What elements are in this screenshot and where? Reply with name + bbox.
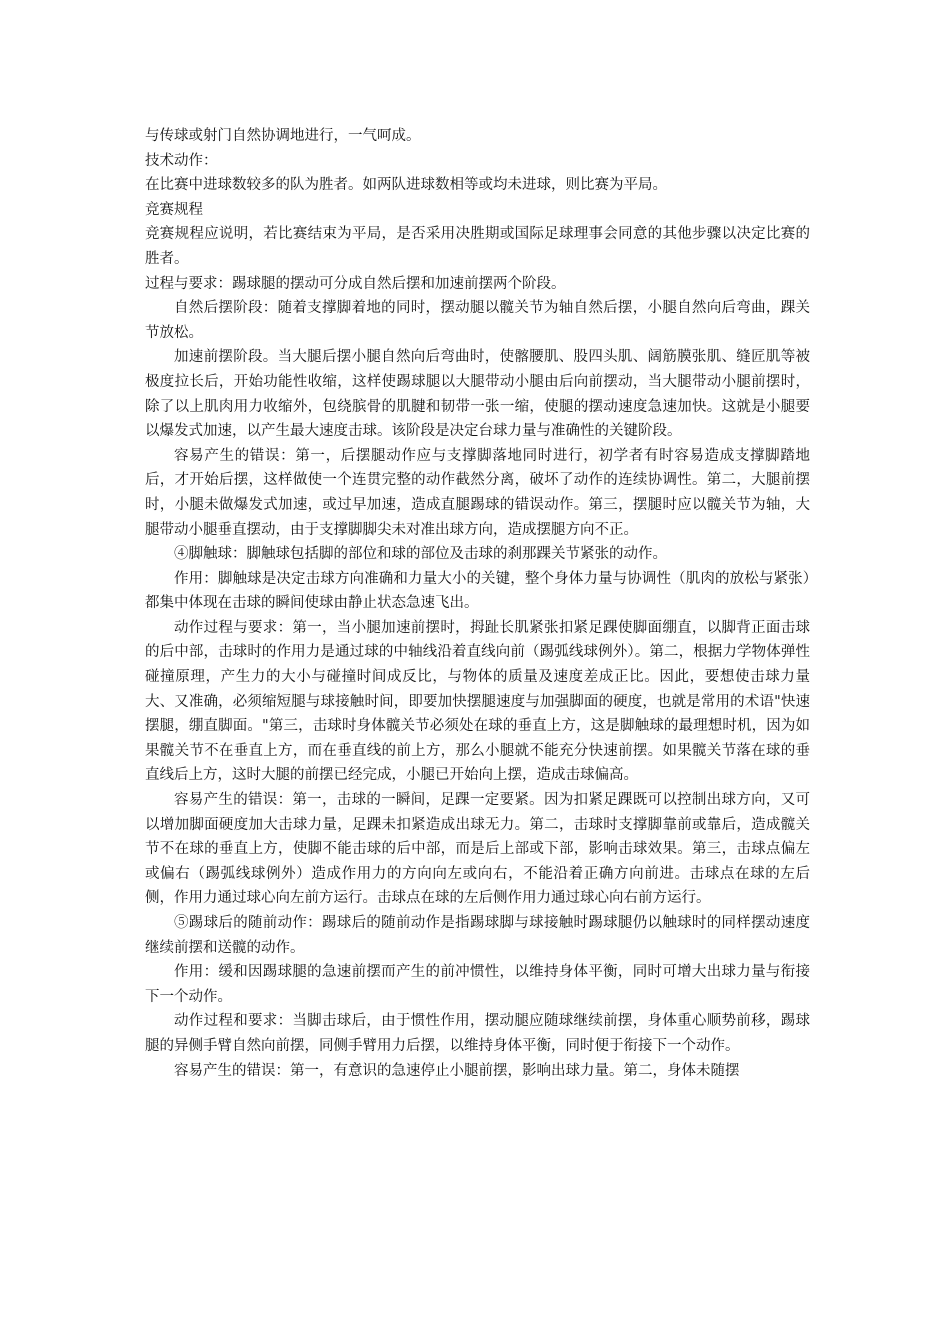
paragraph: 加速前摆阶段。当大腿后摆小腿自然向后弯曲时，使髂腰肌、股四头肌、阔筋膜张肌、缝匠肌等被极度拉长后，开始功能性收缩，这样使踢球腿以大腿带动小腿由后向前摆动，当大腿带动小腿前摆时，除了以上肌肉用力收缩外，包绕膑骨的肌腱和韧带一张一缩，使腿的摆动速度急速加快。这就是小腿要以爆发式加速，以产生最大速度击球。该阶段是决定台球力量与准确性的关键阶段。 [145,349,810,440]
section-heading: 竞赛规程 [145,201,203,218]
paragraph: ④脚触球：脚触球包括脚的部位和球的部位及击球的刹那踝关节紧张的动作。 [174,546,667,563]
paragraph: 动作过程和要求：当脚击球后，由于惯性作用，摆动腿应随球继续前摆，身体重心顺势前移，踢球腿的异侧手臂自然向前摆，同侧手臂用力后摆，以维持身体平衡，同时便于衔接下一个动作。 [145,1013,810,1054]
document-page [145,124,810,1083]
paragraph: 过程与要求：踢球腿的摆动可分成自然后摆和加速前摆两个阶段。 [145,275,566,292]
paragraph: ⑤踢球后的随前动作：踢球后的随前动作是指踢球脚与球接触时踢球腿仍以触球时的同样摆动速度继续前摆和送髋的动作。 [145,915,810,956]
paragraph: 在比赛中进球数较多的队为胜者。如两队进球数相等或均未进球，则比赛为平局。 [145,177,667,194]
paragraph: 竞赛规程应说明，若比赛结束为平局，是否采用决胜期或国际足球理事会同意的其他步骤以决定比赛的胜者。 [145,226,810,267]
paragraph: 作用：缓和因踢球腿的急速前摆而产生的前冲惯性，以维持身体平衡，同时可增大出球力量与衔接下一个动作。 [145,964,810,1005]
paragraph: 容易产生的错误：第一，后摆腿动作应与支撑脚落地同时进行，初学者有时容易造成支撑脚踏地后，才开始后摆，这样做使一个连贯完整的动作截然分离，破坏了动作的连续协调性。第二，大腿前摆时，小腿未做爆发式加速，或过早加速，造成直腿踢球的错误动作。第三，摆腿时应以髋关节为轴，大腿带动小腿垂直摆动，由于支撑脚脚尖未对准出球方向，造成摆腿方向不正。 [145,447,810,538]
paragraph: 与传球或射门自然协调地进行，一气呵成。 [145,128,421,144]
paragraph: 容易产生的错误：第一，有意识的急速停止小腿前摆，影响出球力量。第二，身体未随摆 [174,1062,740,1079]
paragraph: 动作过程与要求：第一，当小腿加速前摆时，拇趾长肌紧张扣紧足踝使脚面绷直，以脚背正面击球的后中部，击球时的作用力是通过球的中轴线沿着直线向前（踢弧线球例外）。第二，根据力学物体弹性碰撞原理，产生力的大小与碰撞时间成反比，与物体的质量及速度差成正比。因此，要想使击球力量大、又准确，必须缩短腿与球接触时间，即要加快摆腿速度与加强脚面的硬度，也就是常用的术语"快速摆腿，绷直脚面。"第三，击球时身体髋关节必须处在球的垂直上方，这是脚触球的最理想时机，因为如果髋关节不在垂直上方，而在垂直线的前上方，那么小腿就不能充分快速前摆。如果髋关节落在球的垂直线后上方，这时大腿的前摆已经完成，小腿已开始向上摆，造成击球偏高。 [145,619,810,784]
section-label: 技术动作： [145,152,218,169]
paragraph: 自然后摆阶段：随着支撑脚着地的同时，摆动腿以髋关节为轴自然后摆，小腿自然向后弯曲，踝关节放松。 [145,300,810,341]
paragraph: 作用：脚触球是决定击球方向准确和力量大小的关键，整个身体力量与协调性（肌肉的放松与紧张）都集中体现在击球的瞬间使球由静止状态急速飞出。 [145,570,810,612]
paragraph: 容易产生的错误：第一，击球的一瞬间，足踝一定要紧。因为扣紧足踝既可以控制出球方向，又可以增加脚面硬度加大击球力量，足踝未扣紧造成出球无力。第二，击球时支撑脚靠前或靠后，造成髋关节不在球的垂直上方，使脚不能击球的后中部，而是后上部或下部，影响击球效果。第三，击球点偏左或偏右（踢弧线球例外）造成作用力的方向向左或向右，不能沿着正确方向前进。击球点在球的左后侧，作用力通过球心向左前方运行。击球点在球的左后侧作用力通过球心向右前方运行。 [145,792,810,907]
